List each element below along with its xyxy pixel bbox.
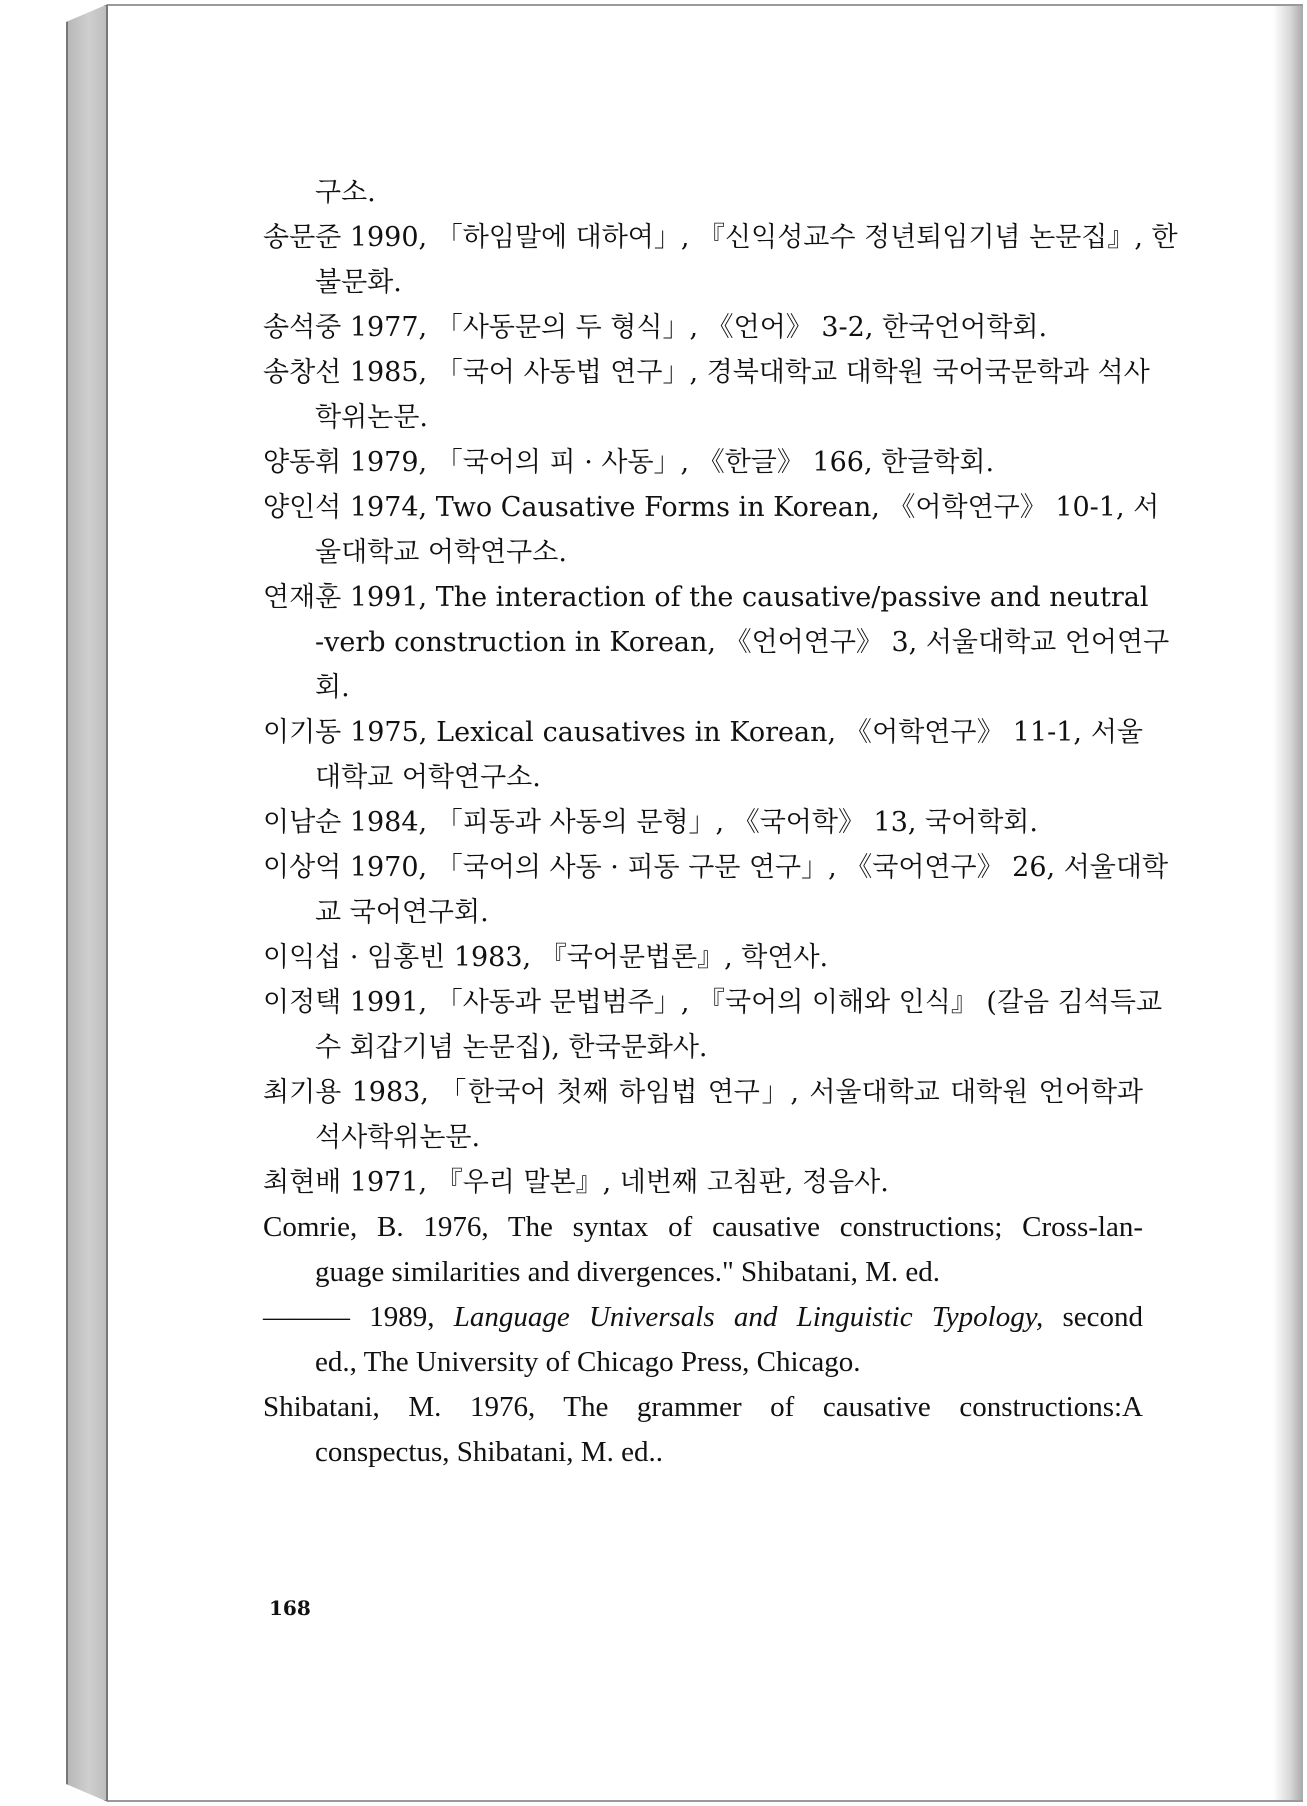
reference-continuation-line: 수 회갑기념 논문집), 한국문화사. (315, 1032, 708, 1063)
reference-entry-line: Shibatani, M. 1976, The grammer of causative constructions:A (263, 1391, 1143, 1423)
reference-entry-line: 양인석 1974, Two Causative Forms in Korean, 《어학연구》 10-1, 서 (263, 492, 1160, 523)
reference-entry-line: 이익섭 · 임홍빈 1983, 『국어문법론』, 학연사. (263, 942, 829, 973)
reference-entry-line: 이기동 1975, Lexical causatives in Korean, 《어학연구》 11-1, 서울 (263, 717, 1143, 748)
reference-entry-line: 이상억 1970, 「국어의 사동 · 피동 구문 연구」, 《국어연구》 26, 서울대학 (263, 852, 1169, 883)
reference-continuation-line: 교 국어연구회. (315, 897, 489, 928)
reference-continuation-line: 구소. (315, 177, 376, 208)
reference-continuation-line: 불문화. (315, 267, 402, 298)
reference-entry-line: 송석중 1977, 「사동문의 두 형식」, 《언어》 3-2, 한국언어학회. (263, 312, 1048, 343)
reference-continuation-line: 회. (315, 672, 350, 703)
reference-title-italic: Language Universals and Linguistic Typology, (453, 1301, 1044, 1333)
reference-entry-line: 양동휘 1979, 「국어의 피 · 사동」, 《한글》 166, 한글학회. (263, 447, 995, 478)
reference-entry-line: 최현배 1971, 『우리 말본』, 네번째 고침판, 정음사. (263, 1167, 889, 1198)
reference-continuation-line: 대학교 어학연구소. (315, 762, 541, 793)
reference-continuation-line: 석사학위논문. (315, 1122, 481, 1153)
reference-continuation-line: 울대학교 어학연구소. (315, 537, 567, 568)
bibliography-text (263, 170, 1178, 1475)
reference-edition: second (1043, 1301, 1144, 1333)
reference-entry-line: 이정택 1991, 「사동과 문법범주」, 『국어의 이해와 인식』 (갈음 김석득교 (263, 987, 1163, 1018)
reference-continuation-line: guage similarities and divergences." Shibatani, M. ed. (315, 1256, 940, 1288)
reference-continuation-line: conspectus, Shibatani, M. ed.. (315, 1436, 663, 1468)
reference-entry-line: 송창선 1985, 「국어 사동법 연구」, 경북대학교 대학원 국어국문학과 석사 (263, 357, 1150, 388)
reference-entry-line: 송문준 1990, 「하임말에 대하여」, 『신익성교수 정년퇴임기념 논문집』, 한 (263, 222, 1178, 253)
reference-entry-line: Comrie, B. 1976, The syntax of causative constructions; Cross-lan- (263, 1211, 1143, 1243)
reference-entry-line (263, 1295, 1143, 1340)
page-edge-shadow (1273, 6, 1303, 1800)
reference-entry-line: 최기용 1983, 「한국어 첫째 하임법 연구」, 서울대학교 대학원 언어학과 (263, 1077, 1143, 1108)
book-spine (66, 4, 108, 1802)
reference-continuation-line: ed., The University of Chicago Press, Chicago. (315, 1346, 861, 1378)
page-number: 168 (269, 1596, 311, 1620)
reference-entry-line: 이남순 1984, 「피동과 사동의 문형」, 《국어학》 13, 국어학회. (263, 807, 1038, 838)
reference-continuation-line: 학위논문. (315, 402, 428, 433)
repeat-author-dash: ——— (263, 1301, 350, 1333)
reference-year: 1989, (350, 1301, 454, 1333)
reference-entry-line: 연재훈 1991, The interaction of the causative/passive and neutral (263, 582, 1149, 613)
reference-continuation-line: -verb construction in Korean, 《언어연구》 3, 서울대학교 언어연구 (315, 627, 1170, 658)
